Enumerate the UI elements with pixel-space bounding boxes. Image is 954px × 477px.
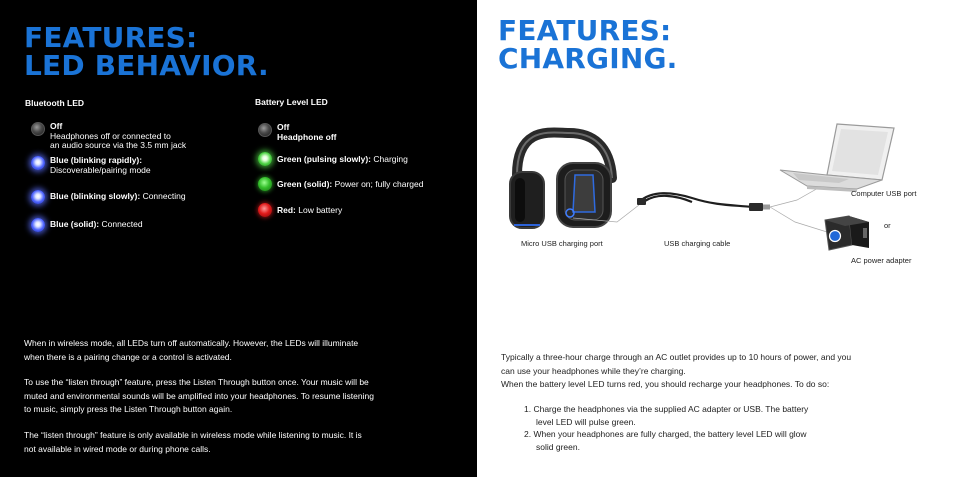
led-label: Red:	[277, 205, 296, 215]
listen-through-paragraph	[24, 376, 374, 417]
battery-led-green-pulsing	[258, 152, 408, 166]
title-line-2: LED BEHAVIOR.	[24, 49, 269, 82]
title-line-1: FEATURES:	[498, 14, 672, 47]
usb-cable-icon	[637, 193, 770, 211]
led-label: Off	[277, 122, 290, 132]
led-description	[277, 123, 337, 142]
led-off-icon	[31, 122, 45, 136]
micro-usb-port-caption: Micro USB charging port	[521, 239, 603, 248]
led-label: Blue (solid):	[50, 219, 100, 229]
led-blue-icon	[31, 190, 45, 204]
step-1-line-1: 1. Charge the headphones via the supplied AC adapter or USB. The battery	[524, 404, 809, 414]
charging-page	[477, 0, 954, 477]
led-label: Blue (blinking slowly):	[50, 191, 141, 201]
bluetooth-led-off	[31, 122, 186, 151]
bluetooth-led-blinking-slowly	[31, 190, 186, 204]
charging-illustration	[477, 0, 954, 300]
charging-intro-paragraph	[501, 351, 851, 392]
led-desc: Low battery	[295, 205, 343, 215]
ac-power-adapter-caption: AC power adapter	[851, 256, 912, 265]
led-label: Green (solid):	[277, 179, 333, 189]
or-caption: or	[884, 221, 891, 230]
paragraph-line: The “listen through” feature is only available in wireless mode while listening to music. It is	[24, 430, 362, 440]
step-2-line-1: 2. When your headphones are fully charged, the battery level LED will glow	[524, 429, 807, 439]
paragraph-line: can use your headphones while they’re charging.	[501, 365, 686, 376]
paragraph-line: to music, simply press the Listen Through button again.	[24, 404, 233, 414]
led-desc: Charging	[370, 154, 408, 164]
led-label: Off	[50, 121, 63, 131]
charging-steps-list	[524, 403, 808, 453]
led-label: Green (pulsing slowly):	[277, 154, 371, 164]
usb-cable-caption: USB charging cable	[664, 239, 731, 248]
battery-led-green-solid	[258, 177, 423, 191]
led-description	[277, 203, 342, 216]
led-description	[277, 152, 408, 165]
battery-led-off	[258, 123, 337, 142]
paragraph-line: When the battery level LED turns red, you should recharge your headphones. To do so:	[501, 379, 830, 389]
led-desc: Headphone off	[277, 131, 337, 142]
bluetooth-led-blinking-rapidly	[31, 156, 151, 175]
led-blue-icon	[31, 156, 45, 170]
led-red-icon	[258, 203, 272, 217]
led-green-pulse-icon	[258, 152, 272, 166]
battery-led-heading: Battery Level LED	[255, 97, 328, 107]
led-desc-line-1: Headphones off or connected to	[50, 130, 171, 141]
led-desc-line-2: an audio source via the 3.5 mm jack	[50, 140, 187, 150]
led-blue-icon	[31, 218, 45, 232]
led-description	[50, 218, 143, 230]
title-line-2: CHARGING.	[498, 42, 678, 75]
led-description	[50, 122, 186, 151]
ac-adapter-icon	[825, 216, 869, 250]
led-off-icon	[258, 123, 272, 137]
led-green-icon	[258, 177, 272, 191]
headphones-icon	[510, 133, 612, 228]
led-description	[277, 177, 423, 190]
paragraph-line: To use the “listen through” feature, press the Listen Through button once. Your music will be	[24, 377, 369, 387]
listen-through-note-paragraph	[24, 429, 362, 456]
computer-usb-port-caption: Computer USB port	[851, 189, 917, 198]
led-behavior-title	[24, 21, 269, 82]
led-desc: Connecting	[140, 191, 186, 201]
bluetooth-led-heading: Bluetooth LED	[25, 98, 85, 108]
led-desc-line-1: Discoverable/pairing mode	[50, 164, 151, 175]
wireless-mode-paragraph	[24, 337, 358, 364]
led-desc: Connected	[99, 219, 143, 229]
paragraph-line: Typically a three-hour charge through an AC outlet provides up to 10 hours of power, and you	[501, 352, 852, 362]
paragraph-line: when there is a pairing change or a control is activated.	[24, 351, 232, 362]
laptop-icon	[780, 124, 894, 192]
battery-led-red	[258, 203, 342, 217]
led-label: Blue (blinking rapidly):	[50, 155, 143, 165]
led-description	[50, 156, 151, 175]
led-description	[50, 190, 186, 202]
paragraph-line: muted and environmental sounds will be amplified into your headphones. To resume listening	[24, 390, 374, 401]
title-line-1: FEATURES:	[24, 21, 198, 54]
step-2-line-2: solid green.	[536, 441, 580, 452]
bluetooth-led-solid	[31, 218, 143, 232]
step-1-line-2: level LED will pulse green.	[536, 416, 636, 427]
led-desc: Power on; fully charged	[332, 179, 424, 189]
paragraph-line: When in wireless mode, all LEDs turn off automatically. However, the LEDs will illuminate	[24, 338, 359, 348]
paragraph-line: not available in wired mode or during phone calls.	[24, 443, 211, 454]
